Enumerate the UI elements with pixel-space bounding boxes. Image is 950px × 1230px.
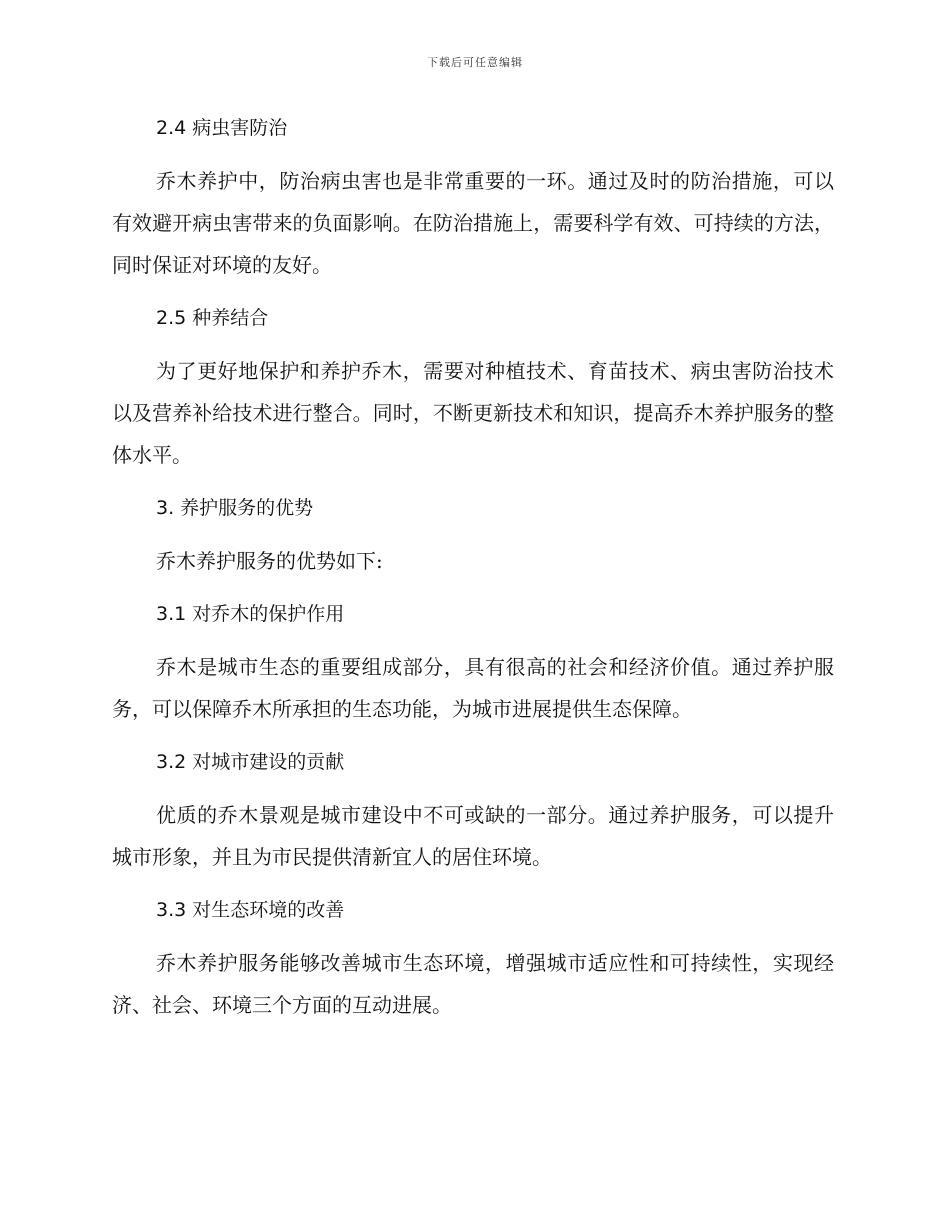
section-paragraph-2-5: 为了更好地保护和养护乔木，需要对种植技术、育苗技术、病虫害防治技术以及营养补给技术进行整合。同时，不断更新技术和知识，提高乔木养护服务的整体水平。 [112, 359, 834, 467]
section-heading-2-5: 2.5 种养结合 [156, 307, 269, 329]
section-paragraph-3-2: 优质的乔木景观是城市建设中不可或缺的一部分。通过养护服务，可以提升城市形象，并且为市民提供清新宜人的居住环境。 [112, 803, 834, 869]
page-header: 下载后可任意编辑 [427, 56, 523, 69]
document-body [112, 108, 834, 1026]
section-paragraph-3: 乔木养护服务的优势如下: [156, 549, 383, 573]
section-paragraph-3-3: 乔木养护服务能够改善城市生态环境，增强城市适应性和可持续性，实现经济、社会、环境三个方面的互动进展。 [112, 951, 834, 1017]
section-heading-3-3: 3.3 对生态环境的改善 [156, 899, 345, 921]
section-paragraph-2-4: 乔木养护中，防治病虫害也是非常重要的一环。通过及时的防治措施，可以有效避开病虫害带来的负面影响。在防治措施上，需要科学有效、可持续的方法，同时保证对环境的友好。 [112, 169, 834, 277]
section-paragraph-3-1: 乔木是城市生态的重要组成部分，具有很高的社会和经济价值。通过养护服务，可以保障乔木所承担的生态功能，为城市进展提供生态保障。 [112, 655, 834, 721]
section-heading-3: 3. 养护服务的优势 [156, 497, 314, 519]
section-heading-2-4: 2.4 病虫害防治 [156, 117, 288, 139]
section-heading-3-2: 3.2 对城市建设的贡献 [156, 751, 345, 773]
section-heading-3-1: 3.1 对乔木的保护作用 [156, 603, 345, 625]
